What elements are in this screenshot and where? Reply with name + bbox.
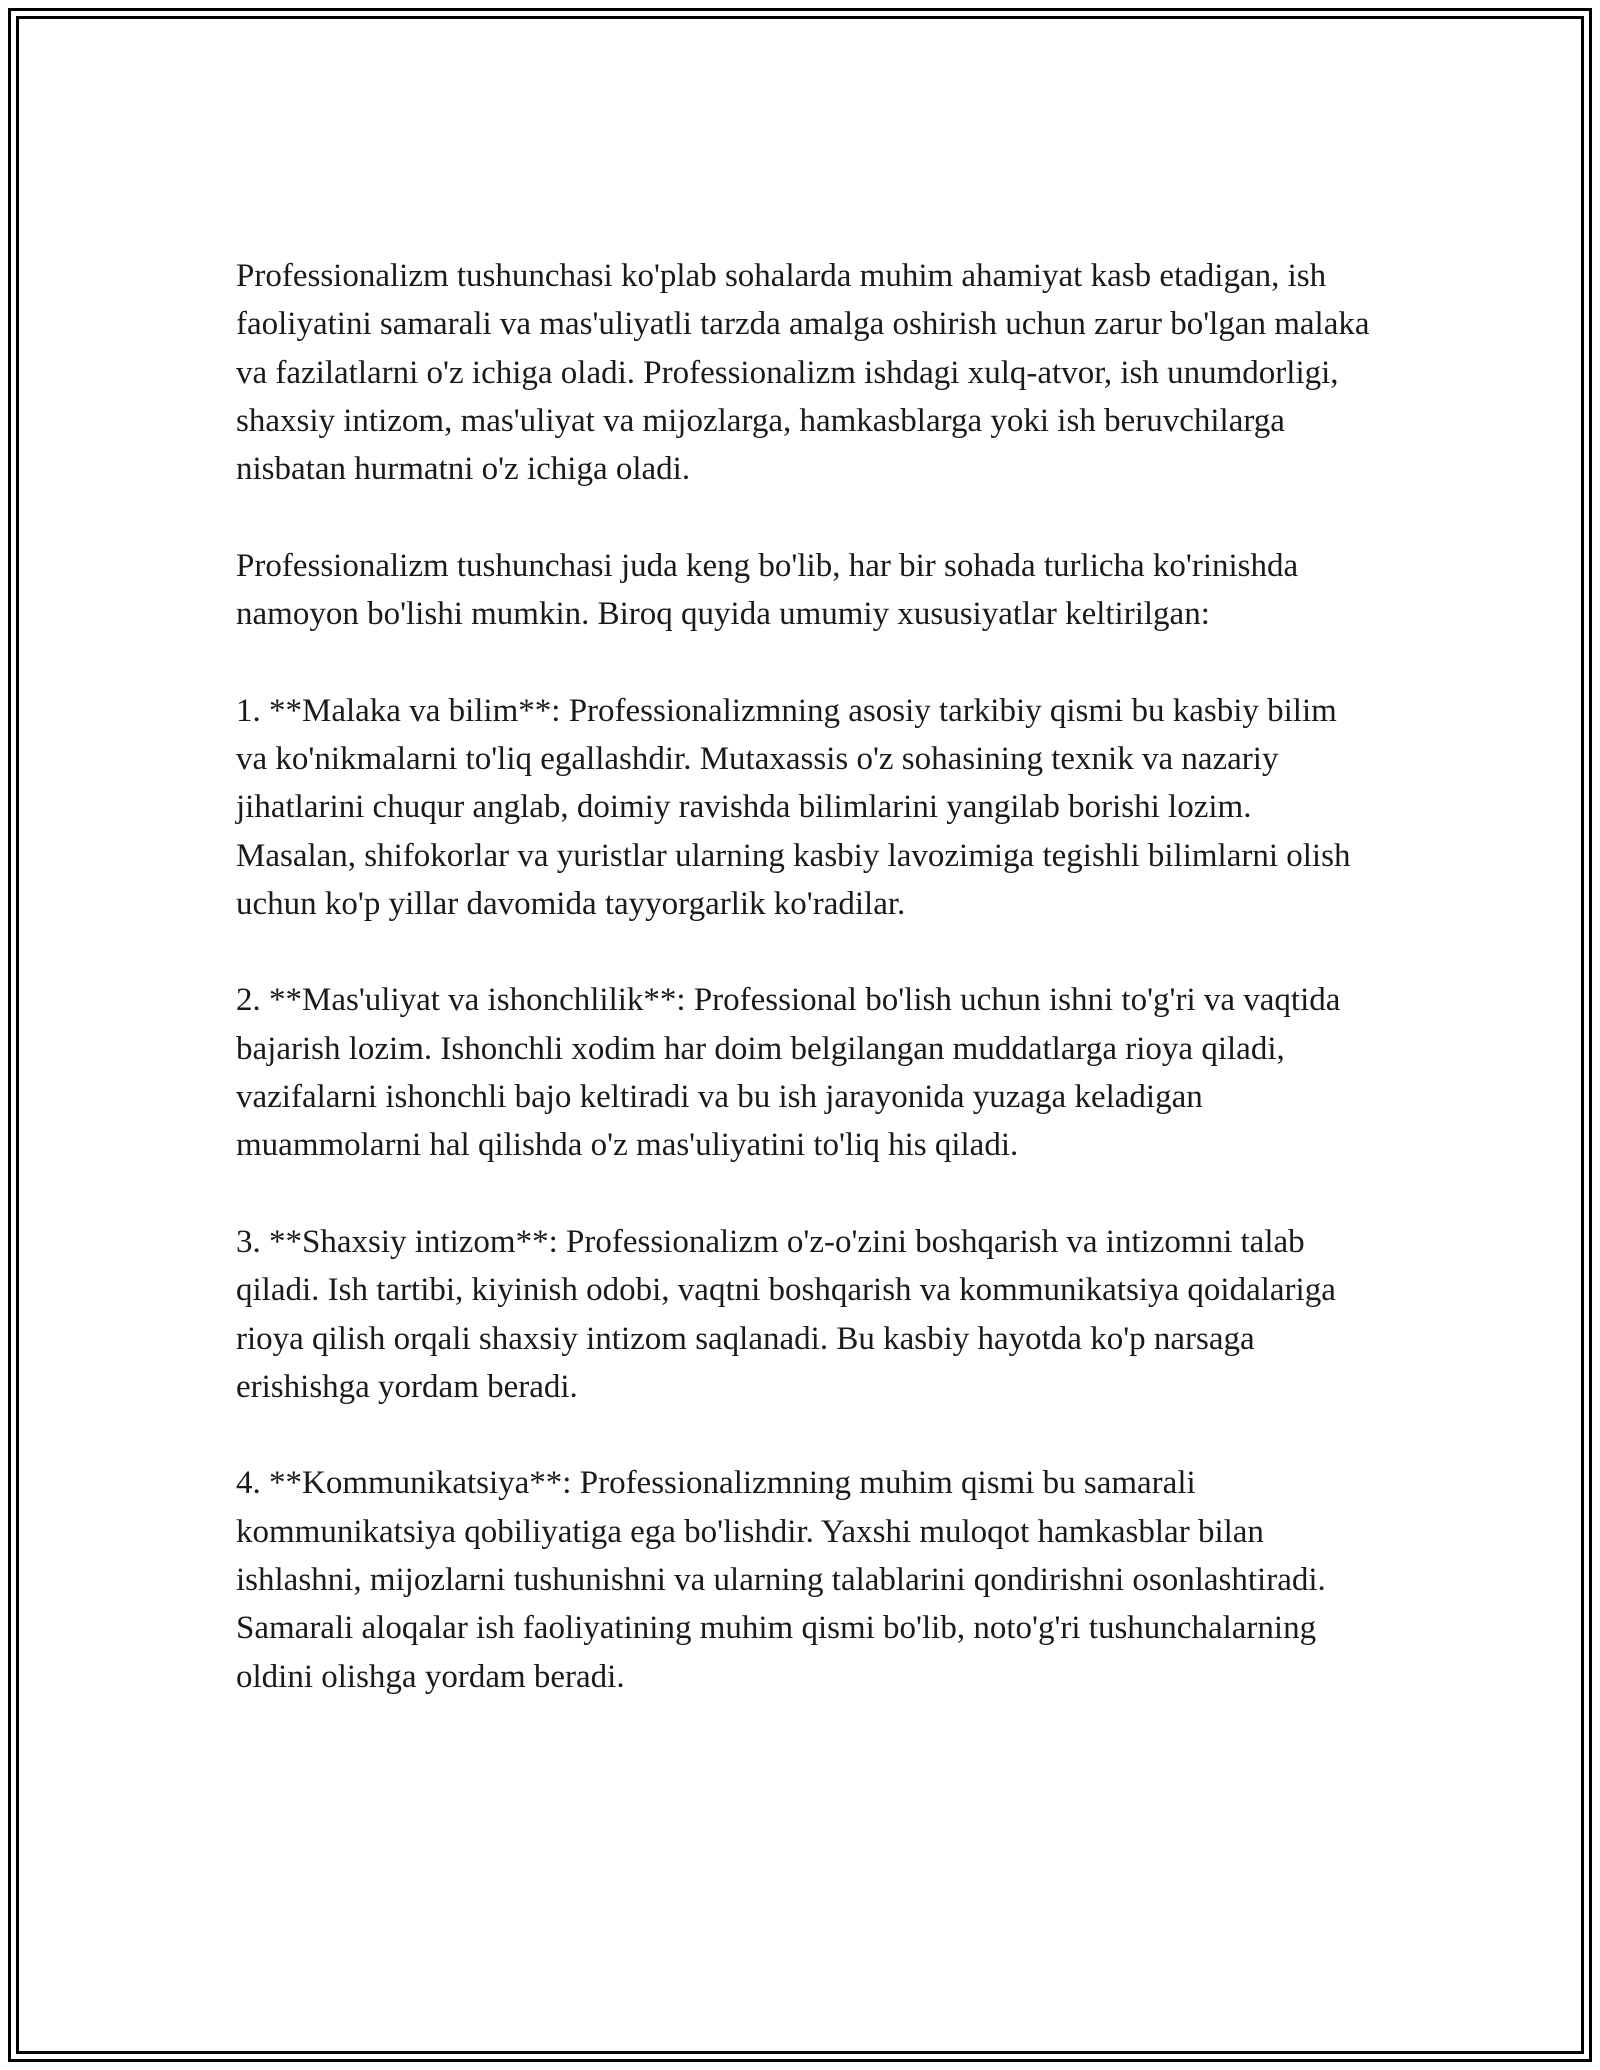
document-body <box>236 252 1376 1701</box>
paragraph-overview: Professionalizm tushunchasi juda keng bo'lib, har bir sohada turlicha ko'rinishda namoyon bo'lishi mumkin. Biroq quyida umumiy xususiyatlar keltirilgan: <box>236 547 1299 633</box>
paragraph-point-1: 1. **Malaka va bilim**: Professionalizmning asosiy tarkibiy qismi bu kasbiy bilim va ko'nikmalarni to'liq egallashdir. Mutaxassis o'z sohasining texnik va nazariy jihatlarini chuqur anglab, doimiy ravishda bilimlarini yangilab borishi lozim. Masalan, shifokorlar va yuristlar ularning kasbiy lavozimiga tegishli bilimlarni olish uchun ko'p yillar davomida tayyorgarlik ko'radilar. <box>236 692 1351 922</box>
paragraph-point-3: 3. **Shaxsiy intizom**: Professionalizm o'z-o'zini boshqarish va intizomni talab qiladi. Ish tartibi, kiyinish odobi, vaqtni boshqarish va kommunikatsiya qoidalariga rioya qilish orqali shaxsiy intizom saqlanadi. Bu kasbiy hayotda ko'p narsaga erishishga yordam beradi. <box>236 1223 1336 1405</box>
paragraph-intro: Professionalizm tushunchasi ko'plab sohalarda muhim ahamiyat kasb etadigan, ish faoliyatini samarali va mas'uliyatli tarzda amalga oshirish uchun zarur bo'lgan malaka va fazilatlarni o'z ichiga oladi. Professionalizm ishdagi xulq-atvor, ish unumdorligi, shaxsiy intizom, mas'uliyat va mijozlarga, hamkasblarga yoki ish beruvchilarga nisbatan hurmatni o'z ichiga oladi. <box>236 258 1370 488</box>
paragraph-point-2: 2. **Mas'uliyat va ishonchlilik**: Professional bo'lish uchun ishni to'g'ri va vaqtida bajarish lozim. Ishonchli xodim har doim belgilangan muddatlarga rioya qiladi, vazifalarni ishonchli bajo keltiradi va bu ish jarayonida yuzaga keladigan muammolarni hal qilishda o'z mas'uliyatini to'liq his qiladi. <box>236 982 1341 1164</box>
paragraph-point-4: 4. **Kommunikatsiya**: Professionalizmning muhim qismi bu samarali kommunikatsiya qobiliyatiga ega bo'lishdir. Yaxshi muloqot hamkasblar bilan ishlashni, mijozlarni tushunishni va ularning talablarini qondirishni osonlashtiradi. Samarali aloqalar ish faoliyatining muhim qismi bo'lib, noto'g'ri tushunchalarning oldini olishga yordam beradi. <box>236 1465 1326 1695</box>
